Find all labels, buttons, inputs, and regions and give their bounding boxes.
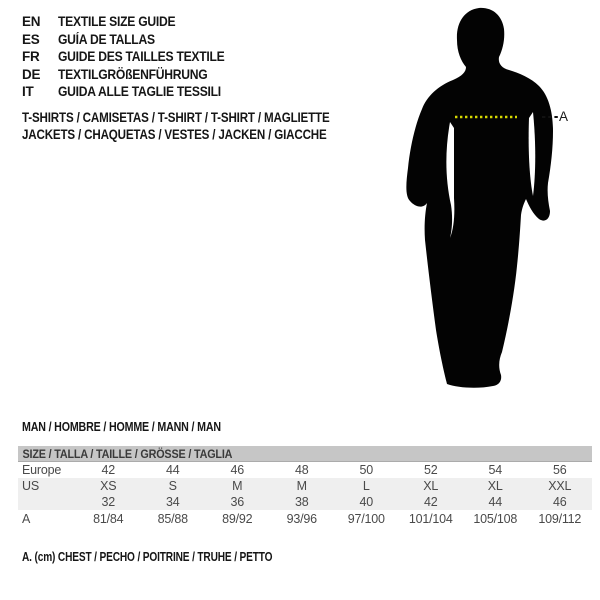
measurement-footnote: A. (cm) CHEST / PECHO / POITRINE / TRUHE / PETTO: [22, 549, 273, 564]
cell: 38: [294, 495, 309, 509]
man-silhouette-icon: [400, 0, 600, 400]
cell: 85/88: [157, 512, 188, 526]
cell: 34: [165, 495, 180, 509]
category-tshirts: T-SHIRTS / CAMISETAS / T-SHIRT / T-SHIRT / MAGLIETTE: [22, 110, 330, 125]
language-row-en: [22, 13, 382, 31]
cell: 42: [101, 463, 115, 477]
cell: 32: [101, 495, 115, 509]
language-code: DE: [22, 66, 41, 82]
cell: XS: [100, 479, 117, 493]
table-row-us: [18, 478, 592, 494]
cell: 105/108: [473, 512, 518, 526]
language-row-de: [22, 66, 382, 84]
cell: 89/92: [222, 512, 253, 526]
cell: 52: [423, 463, 438, 477]
table-row-numeric: [18, 494, 592, 510]
cell: 101/104: [408, 512, 453, 526]
cell: XL: [487, 479, 503, 493]
language-label: TEXTILE SIZE GUIDE: [58, 14, 176, 30]
row-label: US: [22, 479, 39, 493]
language-row-fr: [22, 48, 382, 66]
garment-categories: [22, 110, 442, 143]
size-table-header-label: SIZE / TALLA / TAILLE / GRÖSSE / TAGLIA: [22, 446, 233, 461]
cell: 40: [359, 495, 373, 509]
cell: L: [362, 479, 370, 493]
size-table: [18, 446, 592, 528]
cell: 44: [165, 463, 180, 477]
language-row-es: [22, 31, 382, 49]
section-title-man: MAN / HOMBRE / HOMME / MANN / MAN: [22, 419, 221, 434]
cell: 44: [488, 495, 502, 509]
language-code: IT: [22, 84, 34, 100]
language-list: [22, 13, 382, 101]
man-silhouette-body: [406, 8, 553, 388]
cell: 109/112: [538, 512, 582, 526]
cell: 56: [552, 463, 567, 477]
category-jackets: JACKETS / CHAQUETAS / VESTES / JACKEN / GIACCHE: [22, 126, 327, 142]
measurement-a-label: A: [559, 109, 569, 124]
cell: XL: [423, 479, 439, 493]
cell: 97/100: [347, 512, 385, 526]
cell: M: [232, 479, 243, 493]
language-label: TEXTILGRÖßENFÜHRUNG: [58, 66, 208, 82]
table-row-chest-a: [18, 510, 592, 528]
language-row-it: [22, 83, 382, 101]
table-row-europe: [18, 462, 592, 478]
row-label: Europe: [22, 463, 62, 477]
cell: M: [296, 479, 307, 493]
cell: 46: [230, 463, 244, 477]
cell: 42: [423, 495, 438, 509]
language-label: GUIDE DES TAILLES TEXTILE: [58, 49, 225, 65]
language-label: GUIDA ALLE TAGLIE TESSILI: [58, 84, 221, 100]
cell: 54: [488, 463, 502, 477]
cell: 48: [294, 463, 309, 477]
cell: XXL: [548, 479, 572, 493]
cell: 36: [230, 495, 244, 509]
language-label: GUÍA DE TALLAS: [58, 31, 155, 47]
cell: 93/96: [286, 512, 317, 526]
language-code: FR: [22, 49, 40, 65]
cell: S: [168, 479, 177, 493]
cell: 81/84: [93, 512, 124, 526]
language-code: EN: [22, 14, 41, 30]
language-code: ES: [22, 31, 40, 47]
row-label: A: [22, 512, 31, 526]
cell: 46: [552, 495, 567, 509]
size-table-header: [18, 446, 592, 462]
measurement-figure: [400, 0, 600, 400]
cell: 50: [359, 463, 373, 477]
